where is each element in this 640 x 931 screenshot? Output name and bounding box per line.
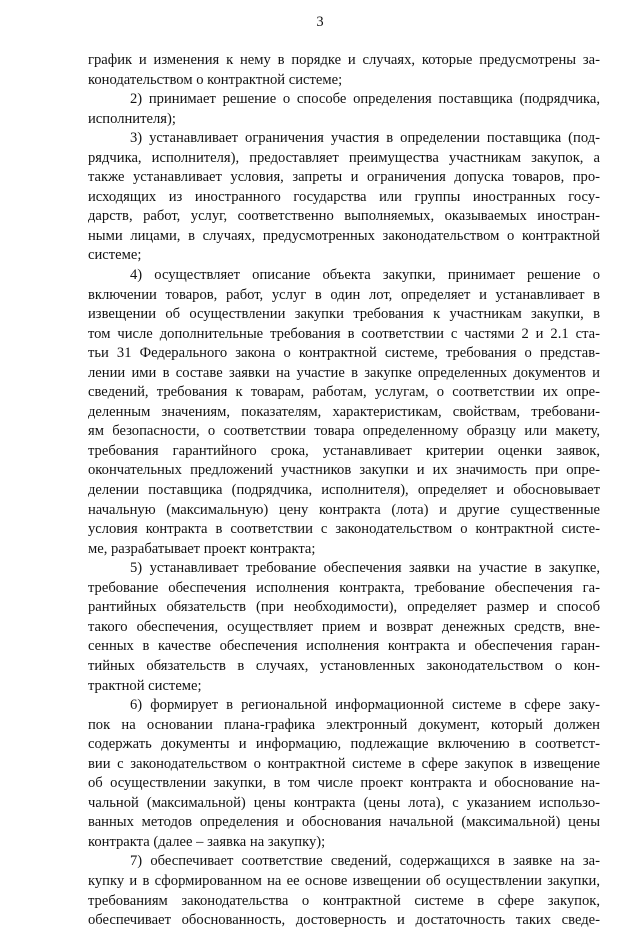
text-line: график и изменения к нему в порядке и случаях, которые предусмотрены за- (88, 52, 600, 68)
text-line: содержать документы и информацию, подлежащие включению в соответст- (88, 736, 600, 753)
text-line: конодательством о контрактной системе; (88, 71, 343, 88)
text-line: тийных обязательств в случаях, установленных законодательством о кон- (88, 657, 600, 674)
text-line: трактной системе; (88, 677, 202, 694)
text-line: сведений, требования к товарам, работам, услугам, о соответствии их опре- (88, 384, 600, 401)
text-line: также устанавливает условия, запреты и ограничения допуска товаров, про- (88, 169, 600, 186)
text-line: требования гарантийного срока, устанавливает критерии оценки заявок, (88, 442, 600, 459)
text-line: 3) устанавливает ограничения участия в определении поставщика (под- (130, 130, 600, 147)
text-line: деленным значениям, показателям, характеристикам, свойствам, требовани- (88, 403, 600, 420)
text-line: делении поставщика (подрядчика, исполнителя), определяет и обосновывает (88, 482, 600, 499)
text-line: включении товаров, работ, услуг в один лот, определяет и устанавливает в (88, 286, 600, 303)
text-line: исходящих из иностранного государства или группы иностранных госу- (88, 188, 600, 205)
text-line: вии с законодательством о контрактной системе в сфере закупок в извещение (88, 755, 600, 772)
text-line: тьи 31 Федерального закона о контрактной системе, требования о представ- (88, 345, 600, 362)
text-line: окончательных предложений участников закупки и их значимость при опре- (88, 462, 600, 479)
text-line: рядчика, исполнителя), предоставляет преимущества участникам закупок, а (88, 149, 600, 166)
text-line: чальной (максимальной) цены контракта (цены лота), с указанием использо- (88, 794, 600, 811)
text-line: рантийных обязательств (при необходимости), определяет размер и способ (88, 599, 600, 616)
text-line: исполнителя); (88, 110, 176, 127)
text-line: ме, разрабатывает проект контракта; (88, 540, 316, 557)
text-line: дарств, работ, услуг, соответственно выполняемых, оказываемых иностран- (88, 208, 600, 225)
text-line: ям безопасности, о соответствии товара определенному образцу или макету, (88, 423, 600, 440)
text-line: системе; (88, 247, 142, 264)
text-line: 7) обеспечивает соответствие сведений, содержащихся в заявке на за- (130, 853, 600, 870)
text-line: пок на основании плана-графика электронный документ, который должен (88, 716, 600, 733)
document-body (88, 51, 600, 931)
text-line: ванных методов определения и обоснования начальной (максимальной) цены (88, 814, 600, 831)
text-line: требование обеспечения исполнения контракта, требование обеспечения га- (88, 579, 600, 596)
text-line: 5) устанавливает требование обеспечения заявки на участие в закупке, (130, 560, 600, 577)
text-line: лении ими в составе заявки на участие в закупке определенных документов и (88, 364, 600, 381)
text-line: об осуществлении закупки, в том числе проект контракта и обоснование на- (88, 775, 600, 792)
text-line: обеспечивает обоснованность, достоверность и достаточность таких сведе- (88, 912, 600, 929)
text-line: условия контракта в соответствии с законодательством о контрактной систе- (88, 521, 600, 538)
text-line: купку и в сформированном на ее основе извещении об осуществлении закупки, (88, 872, 600, 889)
text-line: ными лицами, в случаях, предусмотренных законодательством о контрактной (88, 227, 600, 244)
text-line: контракта (далее – заявка на закупку); (88, 833, 326, 850)
text-line: извещении об осуществлении закупки требования к участникам закупки, в (88, 306, 600, 323)
text-line: требованиям законодательства о контрактной системе в сфере закупок, (88, 892, 600, 909)
text-line: 4) осуществляет описание объекта закупки, принимает решение о (130, 267, 600, 284)
page-number: 3 (316, 14, 324, 30)
text-line: том числе дополнительные требования в соответствии с частями 2 и 2.1 ста- (88, 325, 600, 342)
text-line: сенных в качестве обеспечения исполнения контракта и обеспечения гаран- (88, 638, 600, 655)
text-line: такого обеспечения, осуществляет прием и возврат денежных средств, вне- (88, 618, 600, 635)
text-line: 6) формирует в региональной информационной системе в сфере заку- (130, 697, 600, 714)
text-line: начальную (максимальную) цену контракта (лота) и другие существенные (88, 501, 600, 518)
text-line: 2) принимает решение о способе определения поставщика (подрядчика, (130, 91, 600, 108)
